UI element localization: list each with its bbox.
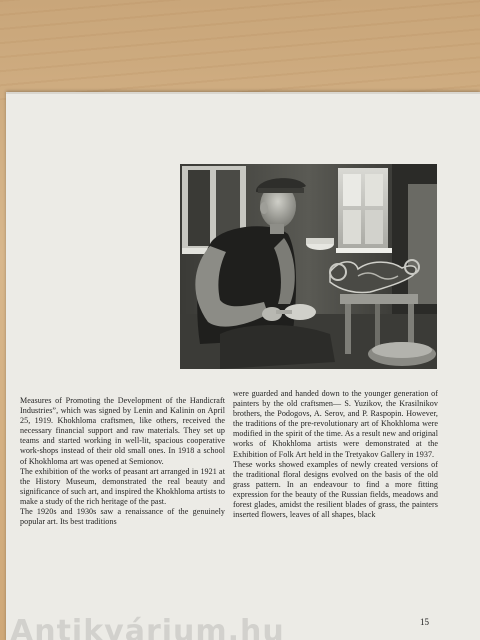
wood-table-background xyxy=(0,0,480,100)
craftsman-photo xyxy=(180,164,437,369)
paragraph: The 1920s and 1930s saw a renaissance of the genuinely popular art. Its best traditions xyxy=(20,507,225,527)
photo-illustration xyxy=(180,164,437,369)
text-column-right xyxy=(233,389,438,520)
paragraph: Measures of Promoting the Development of the Handicraft Industries”, which was signed by Lenin and Kalinin on April 25, 1919. Khokhloma craftsmen, like others, received the necessary financial support and raw materials. They set up teams and started working in well-lit, spacious cooperative work-shops instead of their old small ones. In 1918 a school of Khokhloma art was opened at Semionov. xyxy=(20,396,225,466)
paragraph: The exhibition of the works of peasant art arranged in 1921 at the History Museum, demonstrated the real beauty and significance of such art, and inspired the Khokhloma artists to make a study of the rich heritage of the past. xyxy=(20,466,225,506)
paragraph: were guarded and handed down to the younger generation of painters by the old craftsmen— S. Yuzikov, the Krasilnikov brothers, the Podogovs, A. Serov, and P. Raspopin. However, the traditions of the pre-revolutionary art of Khokhloma were modified in the spirit of the time. As a result new and original works of Khokhloma artists were demonstrated at the Exhibition of Folk Art held in the Tretyakov Gallery in 1937. xyxy=(233,389,438,459)
page-number: 15 xyxy=(420,617,429,627)
text-column-left xyxy=(20,396,225,527)
watermark: Antikvárium.hu xyxy=(10,614,285,640)
paragraph: These works showed examples of newly created versions of the traditional floral designs evolved on the basis of the old grass pattern. In an endeavour to find a more fitting expression for the beauty of the Russian fields, meadows and forest glades, amidst the resilient blades of grass, the painters inserted flowers, leaves of all shapes, black xyxy=(233,459,438,520)
